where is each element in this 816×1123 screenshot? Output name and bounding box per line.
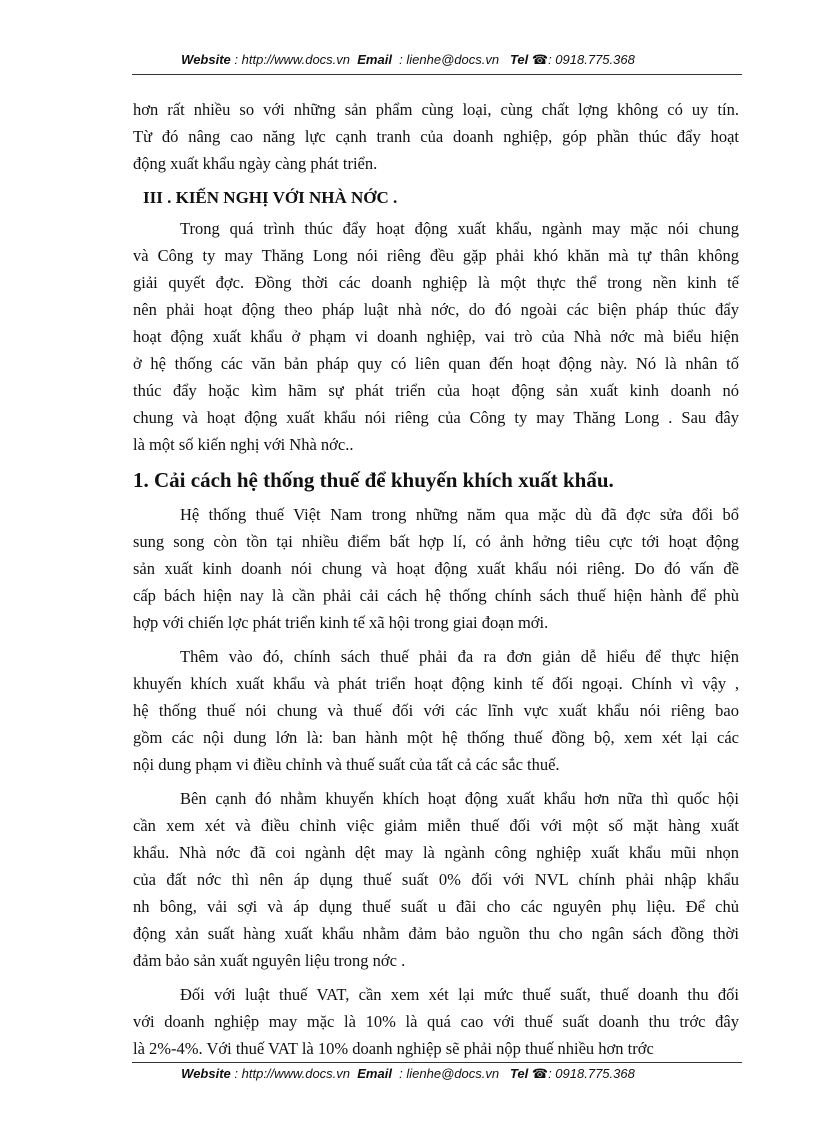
- header-website-url: : http://www.docs.vn: [234, 52, 351, 67]
- footer-tel-label: Tel: [509, 1066, 529, 1081]
- text-line: đảm bảo sản xuất nguyên liệu trong nớc .: [133, 951, 406, 970]
- header-email-value: : lienhe@docs.vn: [399, 52, 500, 67]
- header-website-label: Website: [181, 52, 231, 67]
- footer-tel-value: : 0918.775.368: [548, 1066, 635, 1081]
- footer-website-url: : http://www.docs.vn: [234, 1066, 351, 1081]
- text-line: hoạt động xuất khẩu ở phạm vi doanh nghiệp, vai trò của Nhà nớc mà biểu hiện: [133, 327, 739, 346]
- text-line: hơn rất nhiều so với những sản phẩm cùng loại, cùng chất lợng không có uy tín.: [133, 100, 739, 119]
- document-body: [133, 96, 739, 1069]
- text-line: của đất nớc thì nên áp dụng thuế suất 0% đối với NVL chính phải nhập khẩu: [133, 870, 739, 889]
- paragraph-tax-1: [133, 501, 739, 636]
- text-line: Từ đó nâng cao năng lực cạnh tranh của doanh nghiệp, góp phần thúc đẩy hoạt: [133, 127, 739, 146]
- text-line: nh bông, vải sợi và áp dụng thuế suất u đãi cho các nguyên phụ liệu. Để chủ: [133, 897, 739, 916]
- header-divider: [132, 74, 742, 75]
- text-line: Thêm vào đó, chính sách thuế phải đa ra đơn giản dễ hiểu để thực hiện: [180, 647, 739, 666]
- text-line: khuyến khích xuất khẩu và phát triển hoạt động kinh tế đối ngoại. Chính vì vậy ,: [133, 674, 739, 693]
- page-header: [0, 52, 816, 68]
- text-line: sung song còn tồn tại nhiều điểm bất hợp lí, có ảnh hởng tiêu cực tới hoạt động: [133, 532, 739, 551]
- text-line: nên phải hoạt động theo pháp luật nhà nớc, do đó ngoài các biện pháp thúc đẩy: [133, 300, 739, 319]
- text-line: động xản suất hàng xuất khẩu nhằm đảm bảo nguồn thu cho ngân sách đồng thời: [133, 924, 739, 943]
- paragraph-tax-3: [133, 785, 739, 974]
- paragraph-state: [133, 215, 739, 458]
- text-line: Hệ thống thuế Việt Nam trong những năm qua mặc dù đã đợc sửa đổi bổ: [180, 505, 739, 524]
- header-tel-label: Tel: [509, 52, 529, 67]
- text-line: khẩu. Nhà nớc đã coi ngành dệt may là ngành công nghiệp xuất khẩu mũi nhọn: [133, 843, 739, 862]
- text-line: Đối với luật thuế VAT, cần xem xét lại mức thuế suất, thuế doanh thu đối: [180, 985, 739, 1004]
- text-line: với doanh nghiệp may mặc là 10% là quá cao với thuế suất doanh thu trớc đây: [133, 1012, 739, 1031]
- text-line: và Công ty may Thăng Long nói riêng đều gặp phải khó khăn mà tự thân không: [133, 246, 739, 265]
- text-line: chung và hoạt động xuất khẩu nói riêng của Công ty may Thăng Long . Sau đây: [133, 408, 739, 427]
- text-line: động xuất khẩu ngày càng phát triển.: [133, 154, 378, 173]
- paragraph-tax-2: [133, 643, 739, 778]
- page-footer: [0, 1066, 816, 1082]
- text-line: cấp bách hiện nay là cần phải cải cách hệ thống chính sách thuế hiện hành để phù: [133, 586, 739, 605]
- text-line: thúc đẩy hoặc kìm hãm sự phát triển của hoạt động sản xuất kinh doanh nó: [133, 381, 739, 400]
- text-line: Bên cạnh đó nhằm khuyến khích hoạt động xuất khẩu hơn nữa thì quốc hội: [180, 789, 739, 808]
- phone-icon: ☎: [531, 52, 549, 67]
- text-line: ở hệ thống các văn bản pháp quy có liên quan đến hoạt động này. Nó là nhân tố: [133, 354, 739, 373]
- footer-email-value: : lienhe@docs.vn: [399, 1066, 500, 1081]
- footer-website-label: Website: [181, 1066, 231, 1081]
- text-line: hợp với chiến lợc phát triển kinh tế xã hội trong giai đoạn mới.: [133, 613, 549, 632]
- text-line: là một số kiến nghị với Nhà nớc..: [133, 435, 354, 454]
- text-line: sản xuất kinh doanh nói chung và hoạt động xuất khẩu nói riêng. Do đó vấn đề: [133, 559, 739, 578]
- text-line: gồm các nội dung lớn là: ban hành một hệ thống thuế đồng bộ, xem xét lại các: [133, 728, 739, 747]
- header-email-label: Email: [357, 52, 392, 67]
- text-line: giải quyết đợc. Đồng thời các doanh nghiệp là một thực thể trong nền kinh tế: [133, 273, 739, 292]
- text-line: cần xem xét và điều chỉnh việc giảm miễn thuế đối với một số mặt hàng xuất: [133, 816, 739, 835]
- footer-divider: [132, 1062, 742, 1063]
- header-tel-value: : 0918.775.368: [548, 52, 635, 67]
- paragraph-intro: [133, 96, 739, 177]
- phone-icon: ☎: [531, 1066, 549, 1081]
- subsection-heading: 1. Cải cách hệ thống thuế để khuyến khích xuất khẩu.: [133, 468, 614, 492]
- text-line: Trong quá trình thúc đẩy hoạt động xuất khẩu, ngành may mặc nói chung: [180, 219, 739, 238]
- text-line: là 2%-4%. Với thuế VAT là 10% doanh nghiệp sẽ phải nộp thuế nhiều hơn trớc: [133, 1039, 654, 1058]
- text-line: hệ thống thuế nói chung và thuế đối với các lĩnh vực xuất khẩu nói riêng bao: [133, 701, 739, 720]
- text-line: nội dung phạm vi điều chỉnh và thuế suất của tất cả các sắc thuế.: [133, 755, 560, 774]
- footer-email-label: Email: [357, 1066, 392, 1081]
- paragraph-tax-4: [133, 981, 739, 1062]
- section-heading: III . KIẾN NGHỊ VỚI NHÀ NỚC .: [143, 188, 398, 207]
